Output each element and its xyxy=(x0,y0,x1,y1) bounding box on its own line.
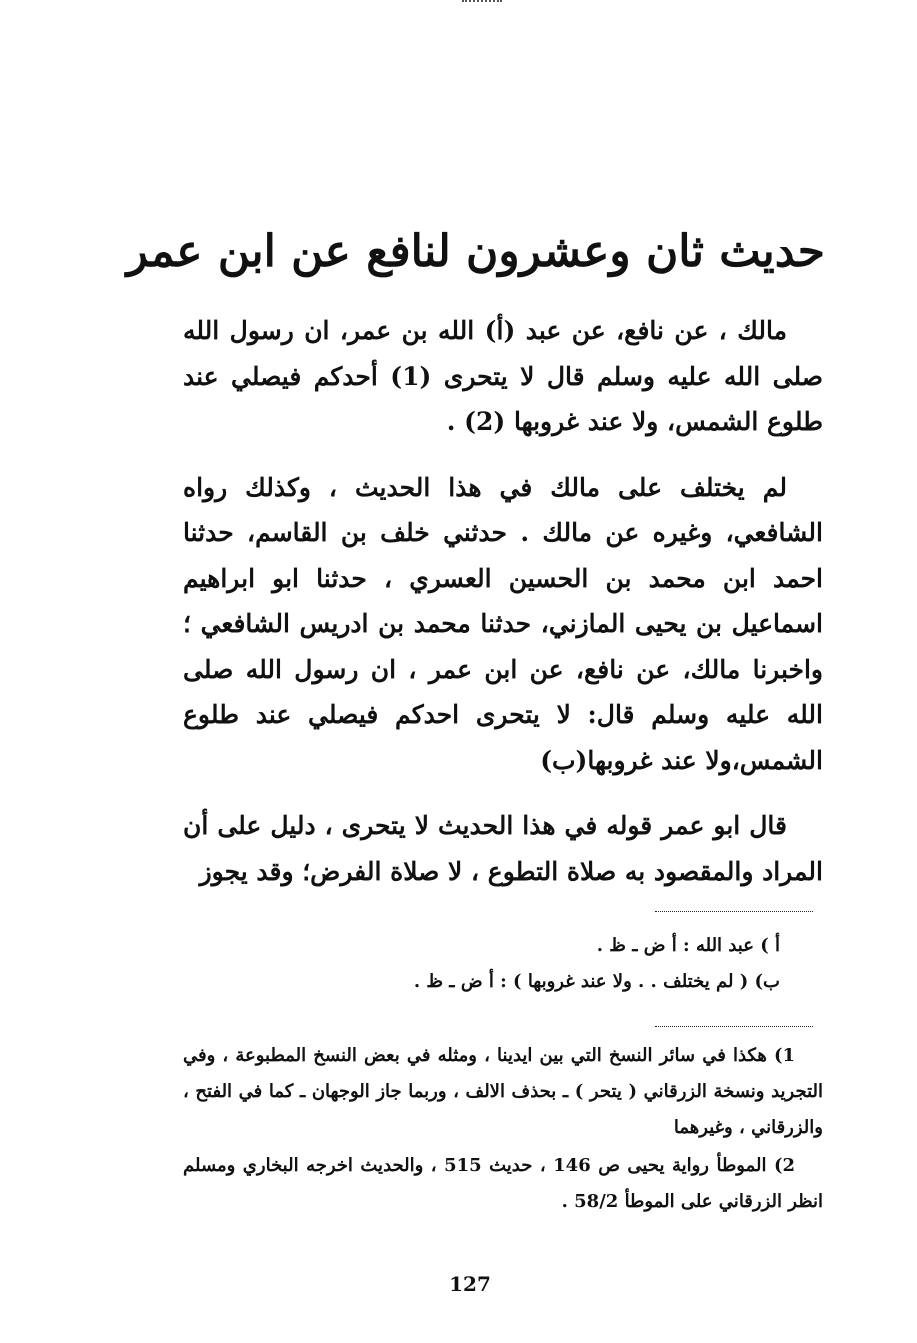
paragraph-commentary: قال ابو عمر قوله في هذا الحديث لا يتحرى ، دليل على أن المراد والمقصود به صلاة التطوع ، لا صلاة الفرض؛ وقد يجوز xyxy=(183,811,823,886)
paragraph-hadith: مالك ، عن نافع، عن عبد (أ) الله بن عمر، ان رسول الله صلى الله عليه وسلم قال لا يتحرى (1) أحدكم فيصلي عند طلوع الشمس، ولا عند غروبها (2) . xyxy=(183,316,824,436)
page-number: 127 xyxy=(449,1272,491,1296)
footnotes-separator xyxy=(655,1026,813,1027)
main-text xyxy=(183,308,823,914)
variant-note: أ ) عبد الله : أ ض ـ ظ . xyxy=(596,935,780,956)
footnote: 1) هكذا في سائر النسخ التي بين ايدينا ، ومثله في بعض النسخ المطبوعة ، وفي التجريد ونسخة الزرقاني ( يتحر ) ـ بحذف الالف ، وربما جاز الوجهان ـ كما في الفتح ، والزرقاني ، وغيرهما xyxy=(183,1045,824,1138)
footnotes xyxy=(183,1038,823,1222)
paragraph-isnad: لم يختلف على مالك في هذا الحديث ، وكذلك رواه الشافعي، وغيره عن مالك . حدثني خلف بن القاسم، حدثنا احمد ابن محمد بن الحسين العسري ، حدثنا ابو ابراهيم اسماعيل بن يحيى المازني، حدثنا محمد بن ادريس الشافعي ؛ واخبرنا مالك، عن نافع، عن ابن عمر ، ان رسول الله صلى الله عليه وسلم قال: لا يتحرى احدكم فيصلي عند طلوع الشمس،ولا عند غروبها(ب) xyxy=(183,472,823,775)
footnote: 2) الموطأ رواية يحيى ص 146 ، حديث 515 ، والحديث اخرجه البخاري ومسلم انظر الزرقاني على الموطأ 58/2 . xyxy=(183,1155,823,1212)
variant-note: ب) ( لم يختلف . . ولا عند غروبها ) : أ ض ـ ظ . xyxy=(413,971,780,992)
variants-separator xyxy=(655,911,813,912)
manuscript-variants xyxy=(330,928,820,1000)
top-edge-mark xyxy=(462,0,502,6)
chapter-title: حديث ثان وعشرون لنافع عن ابن عمر xyxy=(126,226,825,278)
